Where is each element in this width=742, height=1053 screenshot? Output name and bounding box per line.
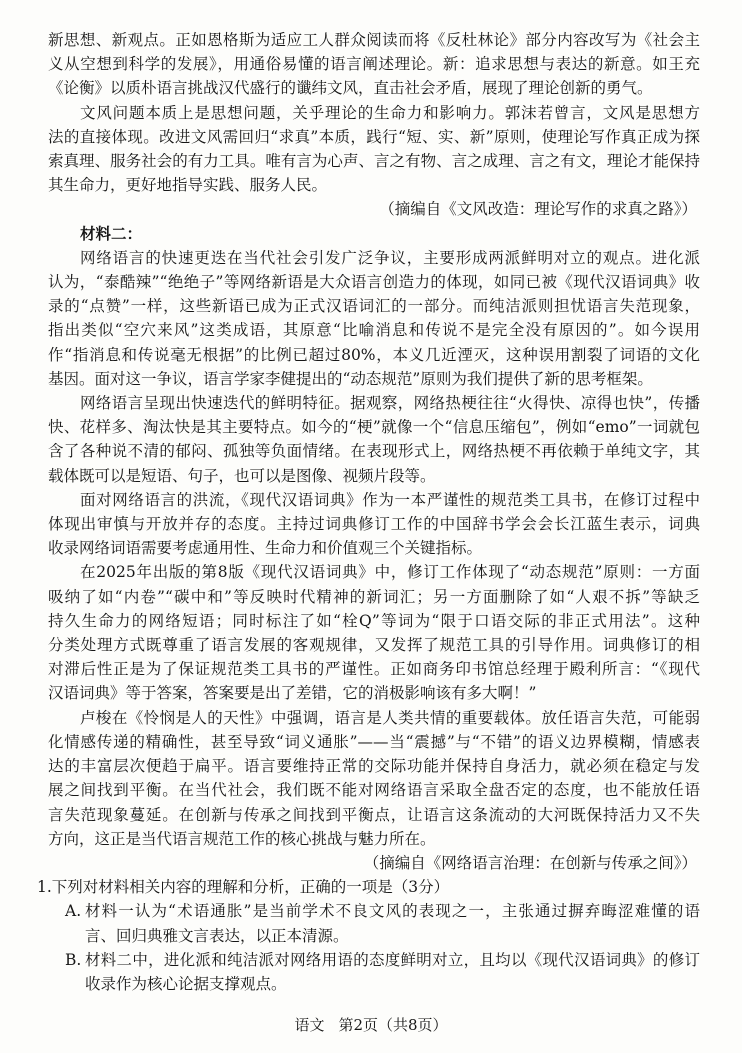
- source-citation: （摘编自《网络语言治理：在创新与传承之间》）: [363, 853, 697, 872]
- paragraph: [48, 560, 700, 705]
- text-line: 快、花样多、淘汰快是其主要特点。如今的“梗”就像一个“信息压缩包”，例如“emo”一词就包: [48, 418, 700, 437]
- text-line: 分类处理方式既尊重了语言发展的客观规律，又发挥了规范工具的引导作用。词典修订的相: [48, 636, 700, 655]
- text-line: 在2025年出版的第8版《现代汉语词典》中，修订工作体现了“动态规范”原则：一方面: [80, 563, 700, 582]
- text-line: 言失范现象蔓延。在创新与传承之间找到平衡点，让语言这条流动的大河既保持活力又不失: [48, 805, 700, 824]
- text-line: 卢梭在《怜悯是人的天性》中强调，语言是人类共情的重要载体。放任语言失范，可能弱: [80, 708, 700, 727]
- text-line: 体现出审慎与开放并存的态度。主持过词典修订工作的中国辞书学会会长江蓝生表示，词典: [48, 515, 700, 534]
- text-line: 材料一认为“术语通胀”是当前学术不良文风的表现之一，主张通过摒弃晦涩难懂的语: [85, 902, 700, 921]
- text-line: 言、回归典雅文言表达，以正本清源。: [85, 926, 349, 945]
- text-line: 载体既可以是短语、句子，也可以是图像、视频片段等。: [48, 466, 436, 485]
- text-line: 录的“点赞”一样，这些新语已成为正式汉语词汇的一部分。而纯洁派则担忧语言失范现象，: [48, 297, 700, 316]
- text-line: 汉语词典》等于答案，答案要是出了差错，它的消极影响该有多大啊！”: [48, 684, 537, 703]
- text-line: 网络语言的快速更迭在当代社会引发广泛争议，主要形成两派鲜明对立的观点。进化派: [80, 248, 700, 267]
- footer-subject: 语文: [294, 1016, 325, 1034]
- paragraph: [48, 101, 700, 198]
- text-line: 材料二中，进化派和纯洁派对网络用语的态度鲜明对立，且均以《现代汉语词典》的修订: [85, 950, 700, 969]
- material-one-tail: [48, 28, 700, 222]
- text-line: 展之间找到平衡。在当代社会，我们既不能对网络语言采取全盘否定的态度，也不能放任语: [48, 781, 700, 800]
- option-label: B.: [65, 950, 82, 969]
- text-line: 作“指消息和传说毫无根据”的比例已超过80%，本义几近湮灭，这种误用割裂了词语的文化: [48, 345, 700, 364]
- option-text: [85, 948, 700, 996]
- option-label: A.: [65, 902, 82, 921]
- text-line: 认为，“泰酷辣”“绝绝子”等网络新语是大众语言创造力的体现，如同已被《现代汉语词典》收: [48, 273, 700, 292]
- material-heading: 材料二：: [80, 223, 143, 243]
- text-line: 基因。面对这一争议，语言学家李健提出的“动态规范”原则为我们提供了新的思考框架。: [48, 369, 653, 388]
- question-one: [37, 875, 700, 996]
- text-line: 持久生命力的网络短语；同时标注了如“栓Q”等词为“限于口语交际的非正式用法”。这种: [48, 611, 700, 630]
- question-stem: [37, 875, 700, 899]
- text-line: 义从空想到科学的发展》，用通俗易懂的语言阐述理论。新：追求思想与表达的新意。如王充: [48, 55, 700, 74]
- source-citation: （摘编自《文风改造：理论写作的求真之路》）: [379, 200, 697, 219]
- footer-page-number: 第2页（共8页）: [338, 1016, 448, 1034]
- text-line: 新思想、新观点。正如恩格斯为适应工人群众阅读而将《反杜林论》部分内容改写为《社会主: [48, 31, 700, 49]
- question-stem-text: 下列对材料相关内容的理解和分析，正确的一项是（3分）: [51, 878, 450, 897]
- page-footer: [0, 1014, 742, 1036]
- option-b[interactable]: [65, 948, 700, 996]
- page-body: [37, 28, 700, 996]
- paragraph: [48, 246, 700, 391]
- text-line: 《论衡》以质朴语言挑战汉代盛行的谶纬文风，直击社会矛盾，展现了理论创新的勇气。: [48, 79, 653, 98]
- text-line: 文风问题本质上是思想问题，关乎理论的生命力和影响力。郭沫若曾言，文风是思想方: [80, 103, 700, 122]
- paragraph: [48, 391, 700, 488]
- text-line: 方向，这正是当代语言规范工作的核心挑战与魅力所在。: [48, 829, 436, 848]
- text-line: 指出类似“空穴来风”这类成语，其原意“比喻消息和传说不是完全没有原因的”。如今误用: [48, 321, 700, 340]
- text-line: 收录网络词语需要考虑通用性、生命力和价值观三个关键指标。: [48, 539, 483, 558]
- option-a[interactable]: [65, 899, 700, 947]
- text-line: 其生命力，更好地指导实践、服务人民。: [48, 176, 328, 195]
- text-line: 索真理、服务社会的有力工具。唯有言为心声、言之有物、言之成理、言之有文，理论才能保持: [48, 152, 700, 171]
- text-line: 法的直接体现。改进文风需回归“求真”本质，践行“短、实、新”原则，使理论写作真正成为探: [48, 127, 700, 146]
- text-line: 达的丰富层次便趋于扁平。语言要维持正常的交际功能并保持自身活力，就必须在稳定与发: [48, 757, 700, 776]
- text-line: 对滞后性正是为了保证规范类工具书的严谨性。正如商务印书馆总经理于殿利所言：“《现代: [48, 660, 700, 679]
- text-line: 含了各种说不清的郁闷、孤独等负面情绪。在表现形式上，网络热梗不再依赖于单纯文字，其: [48, 442, 700, 461]
- paragraph: [48, 488, 700, 561]
- text-line: 吸纳了如“内卷”“碳中和”等反映时代精神的新词汇；另一方面删除了如“人艰不拆”等缺乏: [48, 587, 700, 606]
- text-line: 面对网络语言的洪流，《现代汉语词典》作为一本严谨性的规范类工具书，在修订过程中: [80, 490, 700, 509]
- text-line: 网络语言呈现出快速迭代的鲜明特征。据观察，网络热梗往往“火得快、凉得也快”，传播: [80, 394, 700, 413]
- paragraph: [48, 28, 700, 101]
- material-two: [48, 222, 700, 875]
- paragraph: [48, 706, 700, 851]
- question-number: 1.: [37, 878, 52, 897]
- text-line: 收录作为核心论据支撑观点。: [85, 974, 287, 993]
- text-line: 化情感传递的精确性，甚至导致“词义通胀”——当“震撼”与“不错”的语义边界模糊，情感表: [48, 732, 700, 751]
- option-text: [85, 899, 700, 947]
